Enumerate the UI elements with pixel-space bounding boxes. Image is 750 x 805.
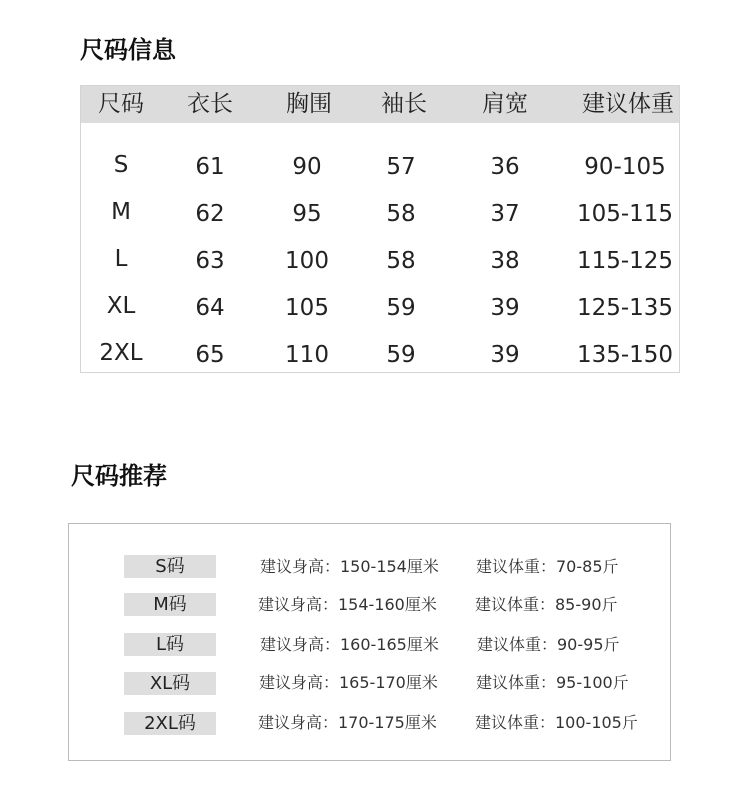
weight-recommendation: 建议体重：90-95斤 xyxy=(477,635,620,654)
cell-size: 2XL xyxy=(99,340,143,366)
cell-length: 62 xyxy=(195,201,225,227)
cell-sleeve: 58 xyxy=(386,201,416,227)
size-info-title: 尺码信息 xyxy=(80,36,176,64)
size-table xyxy=(80,85,680,373)
cell-chest: 95 xyxy=(292,201,322,227)
weight-recommendation: 建议体重：100-105斤 xyxy=(475,713,638,732)
size-badge: L码 xyxy=(124,633,216,656)
cell-chest: 90 xyxy=(292,154,322,180)
cell-chest: 110 xyxy=(285,342,329,368)
cell-size: M xyxy=(111,199,131,225)
cell-weight: 135-150 xyxy=(576,342,674,368)
cell-chest: 100 xyxy=(285,248,329,274)
cell-shoulder: 36 xyxy=(490,154,520,180)
header-chest: 胸围 xyxy=(286,91,332,117)
cell-sleeve: 58 xyxy=(386,248,416,274)
height-recommendation: 建议身高：150-154厘米 xyxy=(260,557,439,576)
size-badge: S码 xyxy=(124,555,216,578)
cell-sleeve: 59 xyxy=(386,295,416,321)
header-shoulder: 肩宽 xyxy=(482,91,528,117)
cell-weight: 90-105 xyxy=(584,154,666,180)
cell-weight: 115-125 xyxy=(576,248,674,274)
cell-shoulder: 37 xyxy=(490,201,520,227)
cell-weight: 125-135 xyxy=(576,295,674,321)
header-size: 尺码 xyxy=(98,91,144,117)
cell-length: 65 xyxy=(195,342,225,368)
size-recommendation-title: 尺码推荐 xyxy=(71,462,167,490)
cell-shoulder: 39 xyxy=(490,342,520,368)
height-recommendation: 建议身高：154-160厘米 xyxy=(258,595,437,614)
cell-weight: 105-115 xyxy=(576,201,674,227)
size-badge: M码 xyxy=(124,593,216,616)
size-table-header xyxy=(81,86,679,123)
header-sleeve: 袖长 xyxy=(381,91,427,117)
cell-shoulder: 39 xyxy=(490,295,520,321)
weight-recommendation: 建议体重：95-100斤 xyxy=(476,673,629,692)
weight-recommendation: 建议体重：70-85斤 xyxy=(476,557,619,576)
weight-recommendation: 建议体重：85-90斤 xyxy=(475,595,618,614)
cell-length: 63 xyxy=(195,248,225,274)
cell-chest: 105 xyxy=(285,295,329,321)
height-recommendation: 建议身高：170-175厘米 xyxy=(258,713,437,732)
height-recommendation: 建议身高：165-170厘米 xyxy=(259,673,438,692)
cell-size: XL xyxy=(106,293,136,319)
cell-sleeve: 59 xyxy=(386,342,416,368)
recommendation-box xyxy=(68,523,671,761)
size-badge: 2XL码 xyxy=(124,712,216,735)
cell-size: L xyxy=(114,246,128,272)
cell-length: 64 xyxy=(195,295,225,321)
header-weight: 建议体重 xyxy=(582,91,674,117)
cell-length: 61 xyxy=(195,154,225,180)
size-badge: XL码 xyxy=(124,672,216,695)
cell-shoulder: 38 xyxy=(490,248,520,274)
height-recommendation: 建议身高：160-165厘米 xyxy=(260,635,439,654)
header-length: 衣长 xyxy=(187,91,233,117)
cell-sleeve: 57 xyxy=(386,154,416,180)
cell-size: S xyxy=(113,152,129,178)
